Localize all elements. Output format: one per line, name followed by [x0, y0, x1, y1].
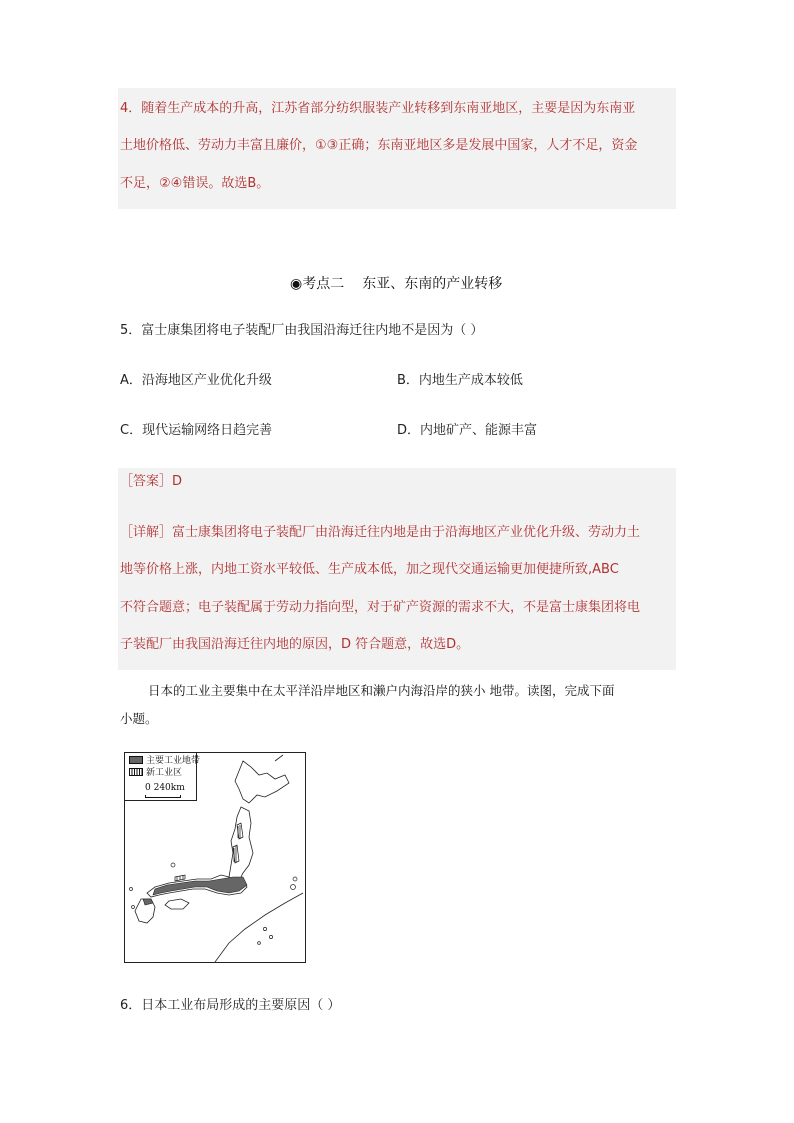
japan-industry-map	[124, 752, 306, 963]
new-zone-swatch	[129, 768, 143, 776]
legend-new-zone: 新工业区	[129, 768, 182, 779]
honshu-north-outline	[229, 807, 253, 885]
section-heading	[290, 274, 502, 294]
map-intro-line-1: 日本的工业主要集中在太平洋沿岸地区和濑户内海沿岸的狭小 地带。读图，完成下面	[148, 683, 615, 698]
question-5-detail-line-3: 不符合题意；电子装配属于劳动力指向型，对于矿产资源的需求不大，不是富士康集团将电	[120, 600, 641, 615]
map-legend	[125, 753, 201, 801]
hokkaido-outline	[235, 761, 289, 803]
legend-main-zone: 主要工业地带	[129, 756, 200, 767]
question-5-stem: 5．富士康集团将电子装配厂由我国沿海迁往内地不是因为（ ）	[120, 323, 484, 338]
northern-boundary-line	[275, 755, 283, 761]
question-5-detail-line-1: ［详解］富士康集团将电子装配厂由沿海迁往内地是由于沿海地区产业优化升级、劳动力土	[120, 525, 641, 540]
prev-answer-line-1: 4．随着生产成本的升高，江苏省部分纺织服装产业转移到东南亚地区，主要是因为东南亚	[120, 101, 636, 116]
main-zone-swatch	[129, 756, 143, 764]
shikoku-outline	[165, 899, 189, 909]
question-5-option-b: B．内地生产成本较低	[397, 373, 523, 388]
prev-answer-line-3: 不足，②④错误。故选B。	[120, 176, 270, 191]
question-5-option-c: C．现代运输网络日趋完善	[120, 423, 273, 438]
section-title-text: 东亚、东南的产业转移	[362, 276, 503, 292]
question-5-detail-line-2: 地等价格上涨，内地工资水平较低、生产成本低，加之现代交通运输更加便捷所致,ABC	[120, 562, 619, 577]
legend-scale-label: 0 240km	[145, 783, 185, 793]
question-5-option-a: A．沿海地区产业优化升级	[120, 373, 272, 388]
question-6-stem: 6．日本工业布局形成的主要原因（ ）	[120, 998, 341, 1013]
scale-bar	[145, 795, 181, 798]
question-5-option-d: D．内地矿产、能源丰富	[397, 423, 538, 438]
question-5-answer: ［答案］D	[120, 474, 183, 489]
section-marker: ◉考点二	[290, 276, 345, 292]
inset-boundary-line	[215, 893, 303, 962]
prev-answer-line-2: 土地价格低、劳动力丰富且廉价，①③正确；东南亚地区多是发展中国家，人才不足，资金	[120, 138, 638, 153]
map-intro-line-2: 小题。	[120, 711, 158, 726]
question-5-detail-line-4: 子装配厂由我国沿海迁往内地的原因，D 符合题意，故选D。	[120, 637, 470, 652]
